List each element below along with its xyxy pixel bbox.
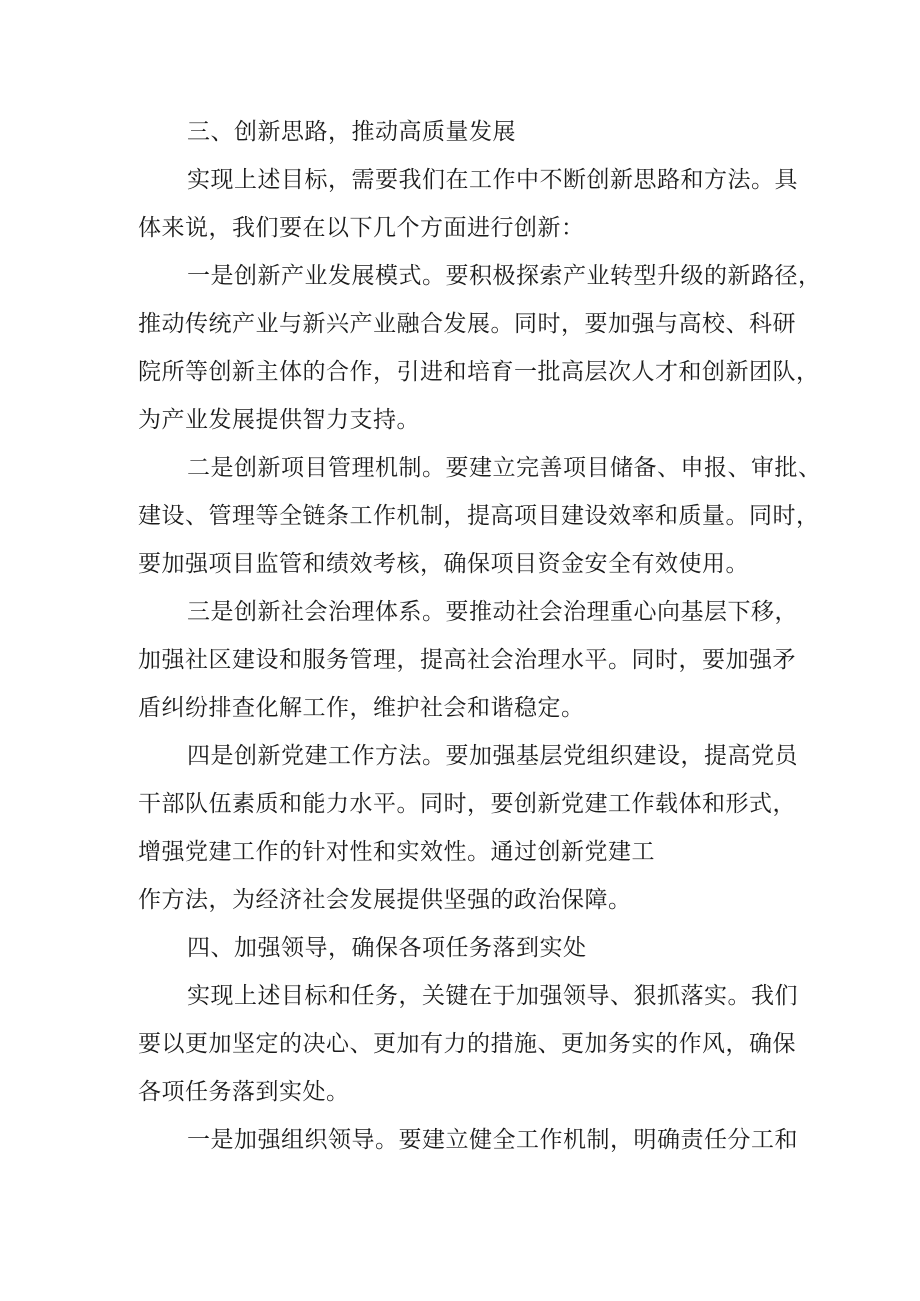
- text-line: 推动传统产业与新兴产业融合发展。同时，要加强与高校、科研: [138, 311, 796, 337]
- text-line: 加强社区建设和服务管理，提高社会治理水平。同时，要加强矛: [138, 647, 796, 673]
- text-line: 要加强项目监管和绩效考核，确保项目资金安全有效使用。: [138, 551, 749, 577]
- text-line: 一是创新产业发展模式。要积极探索产业转型升级的新路径，: [187, 263, 822, 289]
- text-line: 盾纠纷排查化解工作，维护社会和谐稳定。: [138, 695, 585, 721]
- text-line: 作方法，为经济社会发展提供坚强的政治保障。: [138, 887, 632, 913]
- section-heading-3: 三、创新思路，推动高质量发展: [187, 119, 516, 145]
- text-line: 为产业发展提供智力支持。: [138, 407, 420, 433]
- text-line: 实现上述目标，需要我们在工作中不断创新思路和方法。具: [187, 167, 798, 193]
- text-line: 四是创新党建工作方法。要加强基层党组织建设，提高党员: [187, 743, 798, 769]
- text-line: 一是加强组织领导。要建立健全工作机制，明确责任分工和: [187, 1127, 798, 1153]
- text-line: 三是创新社会治理体系。要推动社会治理重心向基层下移，: [187, 599, 798, 625]
- text-line: 建设、管理等全链条工作机制，提高项目建设效率和质量。同时，: [138, 503, 820, 529]
- text-line: 各项任务落到实处。: [138, 1079, 350, 1105]
- text-line: 实现上述目标和任务，关键在于加强领导、狠抓落实。我们: [187, 983, 798, 1009]
- text-line: 要以更加坚定的决心、更加有力的措施、更加务实的作风，确保: [138, 1031, 796, 1057]
- text-line: 增强党建工作的针对性和实效性。通过创新党建工: [138, 839, 655, 865]
- text-line: 体来说，我们要在以下几个方面进行创新：: [138, 215, 585, 241]
- text-line: 干部队伍素质和能力水平。同时，要创新党建工作载体和形式，: [138, 791, 796, 817]
- section-heading-4: 四、加强领导，确保各项任务落到实处: [187, 935, 587, 961]
- text-line: 二是创新项目管理机制。要建立完善项目储备、申报、审批、: [187, 455, 822, 481]
- text-line: 院所等创新主体的合作，引进和培育一批高层次人才和创新团队，: [138, 359, 820, 385]
